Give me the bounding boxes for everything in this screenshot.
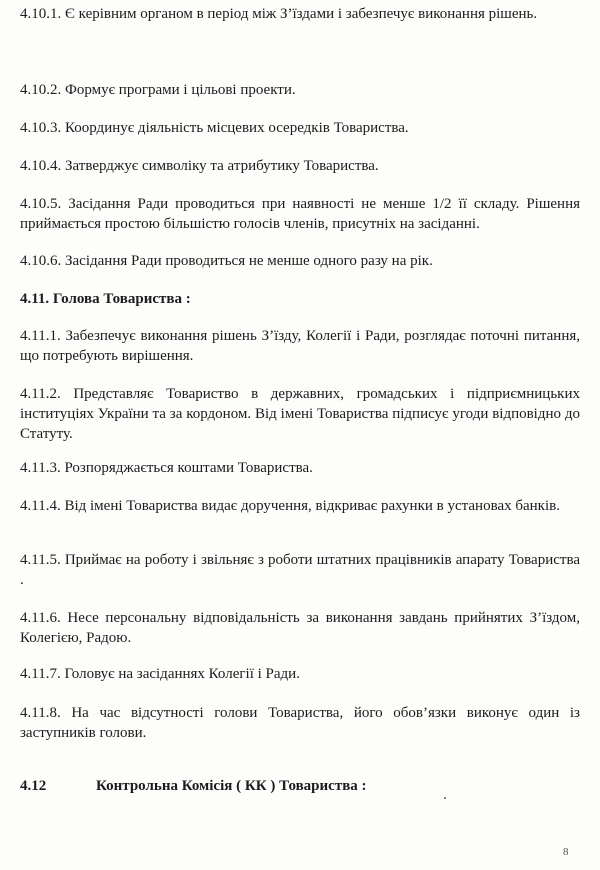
page-number: 8 — [563, 846, 569, 858]
paragraph-4-10-4: 4.10.4. Затверджує символіку та атрибутику Товариства. — [20, 158, 379, 174]
paragraph-4-11-5: 4.11.5. Приймає на роботу і звільняє з роботи штатних працівників апарату Товариства . — [20, 552, 580, 588]
heading-4-12-number: 4.12 — [20, 778, 47, 794]
paragraph-4-10-6: 4.10.6. Засідання Ради проводиться не менше одного разу на рік. — [20, 253, 433, 269]
paragraph-4-11-8: 4.11.8. На час відсутності голови Товариства, його обов’язки виконує один із заступників голови. — [20, 705, 580, 741]
heading-4-11: 4.11. Голова Товариства : — [20, 291, 191, 307]
paragraph-4-11-6: 4.11.6. Несе персональну відповідальність за виконання завдань прийнятих З’їздом, Колегією, Радою. — [20, 610, 580, 646]
paragraph-4-10-3: 4.10.3. Координує діяльність місцевих осередків Товариства. — [20, 120, 409, 136]
paragraph-4-10-2: 4.10.2. Формує програми і цільові проекти. — [20, 82, 296, 98]
paragraph-4-11-3: 4.11.3. Розпоряджається коштами Товариства. — [20, 460, 313, 476]
paragraph-4-10-1: 4.10.1. Є керівним органом в період між З’їздами і забезпечує виконання рішень. — [20, 6, 538, 22]
paragraph-4-11-1: 4.11.1. Забезпечує виконання рішень З’їзду, Колегії і Ради, розглядає поточні питання, що потребують вирішення. — [20, 328, 580, 364]
paragraph-4-11-4: 4.11.4. Від імені Товариства видає доручення, відкриває рахунки в установах банків. — [20, 498, 560, 514]
paragraph-4-10-5: 4.10.5. Засідання Ради проводиться при наявності не менше 1/2 її складу. Рішення приймається простою більшістю голосів членів, присутніх на засіданні. — [20, 196, 580, 232]
heading-4-12-title: Контрольна Комісія ( КК ) Товариства : — [96, 778, 367, 794]
paragraph-4-11-2: 4.11.2. Представляє Товариство в державних, громадських і підприємницьких інституціях України та за кордоном. Від імені Товариства підписує угоди відповідно до Статуту. — [20, 386, 580, 442]
heading-4-12 — [20, 776, 580, 796]
paragraph-4-11-7: 4.11.7. Головує на засіданнях Колегії і Ради. — [20, 666, 300, 682]
scan-speck — [444, 797, 446, 799]
